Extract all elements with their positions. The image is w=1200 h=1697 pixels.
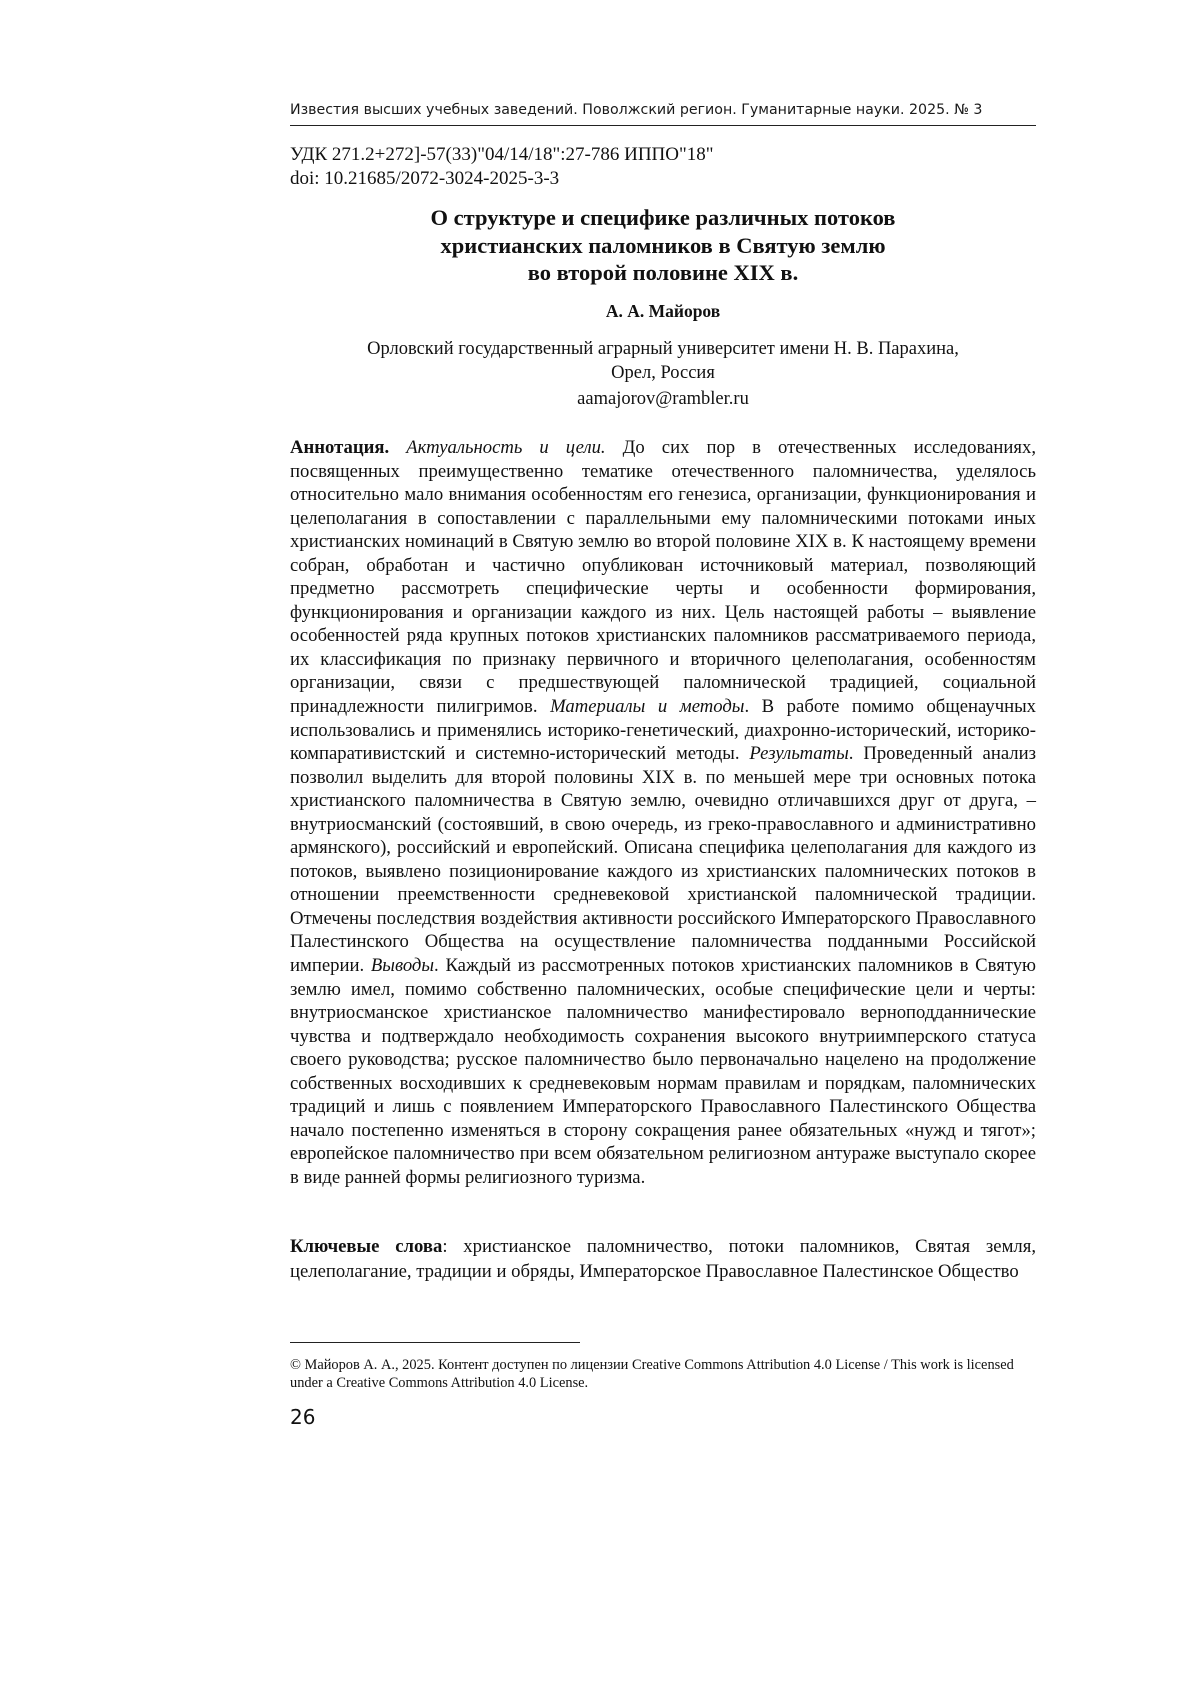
footnote-divider: [290, 1342, 580, 1343]
title-line-2: христианских паломников в Святую землю: [440, 232, 886, 258]
author-name: А. А. Майоров: [605, 301, 721, 321]
results-text: . Проведенный анализ позволил выделить для второй половины XIX в. по меньшей мере три основных потока христианского паломничества в Святую землю, очевидно отличавшихся друг от друга, – внутриосманский (состоявший, в свою очередь, из греко-православного и административно армянского), российский и европейский. Описана специфика целеполагания для каждого из потоков, выявлено позиционирование каждого из христианских паломнических потоков в отношении преемственности средневековой христианской паломнической традиции. Отмечены последствия воздействия активности российского Императорского Православного Палестинского Общества на осуществление паломничества подданными Российской империи.: [290, 743, 1036, 977]
abstract-paragraph: [290, 436, 1036, 1190]
header-divider: [290, 125, 1036, 126]
relevance-label: Актуальность и цели.: [406, 437, 606, 458]
doi-identifier: doi: 10.21685/2072-3024-2025-3-3: [290, 168, 560, 189]
methods-label: Материалы и методы: [550, 696, 745, 718]
title-line-1: О структуре и специфике различных потоков: [430, 205, 896, 230]
keywords-paragraph: [290, 1235, 1036, 1284]
conclusions-label: Выводы: [370, 955, 435, 977]
title-line-3: во второй половине XIX в.: [527, 260, 799, 285]
affiliation-line-1: Орловский государственный аграрный университет имени Н. В. Парахина,: [367, 339, 959, 359]
abstract-label: Аннотация.: [290, 437, 390, 458]
udk-code: УДК 271.2+272]-57(33)"04/14/18":27-786 ИППО"18": [290, 144, 714, 165]
author-email: aamajorov@rambler.ru: [577, 389, 749, 409]
affiliation-line-2: Орел, Россия: [611, 363, 715, 383]
keywords-label: Ключевые слова: [290, 1236, 443, 1257]
conclusions-text: . Каждый из рассмотренных потоков христианских паломников в Святую землю имел, помимо собственно паломнических, особые специфические цели и черты: внутриосманское христианское паломничество манифестировало верноподданнические чувства и подтверждало необходимость сохранения высокого внутриимперского статуса своего руководства; русское паломничество было первоначально нацелено на продолжение собственных восходивших к средневековым нормам правилам и порядкам, паломнических традиций и лишь с появлением Императорского Православного Палестинского Общества начало постепенно изменяться в сторону сокращения ранее обязательных «нужд и тягот»; европейское паломничество при всем обязательном религиозном антураже выступало скорее в виде ранней формы религиозного туризма.: [290, 955, 1037, 1188]
relevance-text: До сих пор в отечественных исследованиях, посвященных преимущественно тематике отечественного паломничества, уделялось относительно мало внимания особенностям его генезиса, организации, функционирования и целеполагания в сопоставлении с параллельными ему паломническими потоками иных христианских номинаций в Святую землю во второй половине XIX в. К настоящему времени собран, обработан и частично опубликован источниковый материал, позволяющий предметно рассмотреть специфические черты и особенности формирования, функционирования и организации каждого из них. Цель настоящей работы – выявление особенностей ряда крупных потоков христианских паломников рассматриваемого периода, их классификация по признаку первичного и вторичного целеполагания, особенностям организации, связи с предшествующей паломнической традицией, социальной принадлежности пилигримов.: [290, 437, 1036, 718]
author-affiliation: [290, 337, 1036, 385]
license-footnote: © Майоров А. А., 2025. Контент доступен по лицензии Creative Commons Attribution 4.0 License / This work is licensed under a Creative Commons Attribution 4.0 License.: [290, 1357, 1014, 1391]
page-number: 26: [290, 1405, 316, 1429]
results-label: Результаты: [749, 743, 849, 765]
journal-header: Известия высших учебных заведений. Поволжский регион. Гуманитарные науки. 2025. № 3: [290, 102, 983, 118]
methods-text: . В работе помимо общенаучных использовались и применялись историко-генетический, диахронно-исторический, историко-компаративистский и системно-исторический методы.: [290, 696, 1036, 765]
keywords-text: : христианское паломничество, потоки паломников, Святая земля, целеполагание, традиции и обряды, Императорское Православное Палестинское Общество: [290, 1236, 1036, 1282]
article-title: [290, 204, 1036, 287]
